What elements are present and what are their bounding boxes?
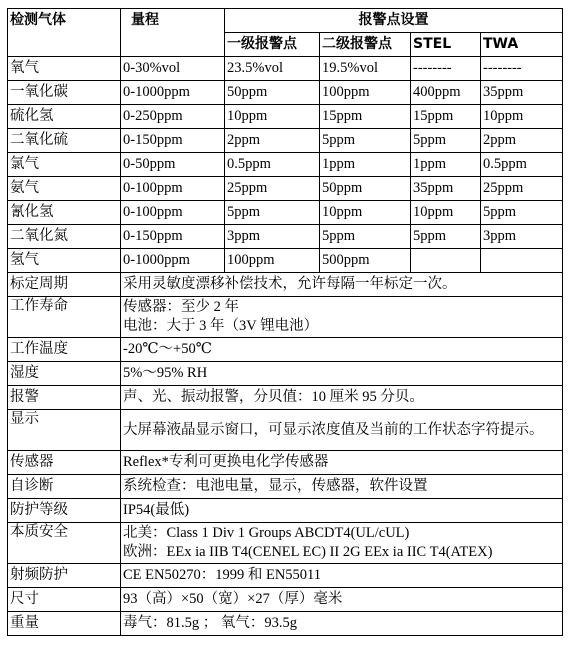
spec-value: CE EN50270：1999 和 EN55011 [121,564,563,588]
gas-high-alarm: 15ppm [320,105,411,129]
header-gas: 检测气体 [8,9,121,57]
table-row [8,201,563,225]
table-row [8,81,563,105]
spec-row-rf [8,564,563,588]
gas-name: 二氧化氮 [8,225,121,249]
gas-stel [411,249,481,273]
table-row [8,57,563,81]
gas-range: 0-250ppm [121,105,225,129]
spec-value: 毒气：81.5g ； 氧气：93.5g [121,612,563,636]
gas-twa [481,249,563,273]
spec-row-temperature [8,338,563,362]
header-range: 量程 [121,9,225,57]
gas-range: 0-150ppm [121,225,225,249]
gas-range: 0-1000ppm [121,81,225,105]
gas-twa: 35ppm [481,81,563,105]
spec-label: 报警 [8,386,121,410]
gas-range: 0-1000ppm [121,249,225,273]
spec-line: 欧洲：EEx ia IIB T4(CENEL EC) II 2G EEx ia IIC T4(ATEX) [123,544,493,560]
gas-low-alarm: 10ppm [225,105,320,129]
gas-name: 氢气 [8,249,121,273]
gas-name: 硫化氢 [8,105,121,129]
gas-low-alarm: 50ppm [225,81,320,105]
spec-row-weight [8,612,563,636]
spec-value [121,523,563,564]
spec-label: 工作寿命 [8,297,121,338]
spec-line: 传感器：至少 2 年 [123,299,239,315]
gas-stel: -------- [411,57,481,81]
spec-value: 采用灵敏度漂移补偿技术，允许每隔一年标定一次。 [121,273,563,297]
spec-value [121,297,563,338]
spec-row-safety [8,523,563,564]
gas-high-alarm: 1ppm [320,153,411,177]
spec-line: 北美：Class 1 Div 1 Groups ABCDT4(UL/cUL) [123,525,410,541]
gas-low-alarm: 2ppm [225,129,320,153]
spec-row-alarm [8,386,563,410]
spec-label: 标定周期 [8,273,121,297]
gas-range: 0-150ppm [121,129,225,153]
gas-range: 0-100ppm [121,201,225,225]
gas-stel: 35ppm [411,177,481,201]
gas-stel: 15ppm [411,105,481,129]
gas-name: 氨气 [8,177,121,201]
spec-row-display [8,410,563,451]
spec-table [7,8,563,636]
gas-twa: 10ppm [481,105,563,129]
spec-value: Reflex*专利可更换电化学传感器 [121,451,563,475]
spec-value: 系统检查：电池电量，显示，传感器，软件设置 [121,475,563,499]
spec-label: 自诊断 [8,475,121,499]
gas-name: 氧气 [8,57,121,81]
gas-high-alarm: 50ppm [320,177,411,201]
gas-stel: 10ppm [411,201,481,225]
spec-label: 射频防护 [8,564,121,588]
table-row [8,153,563,177]
gas-low-alarm: 100ppm [225,249,320,273]
spec-line: 电池：大于 3 年（3V 锂电池） [123,318,319,334]
gas-low-alarm: 5ppm [225,201,320,225]
spec-row-self-test [8,475,563,499]
spec-value: 大屏幕液晶显示窗口，可显示浓度值及当前的工作状态字符提示。 [121,410,563,451]
table-row [8,225,563,249]
spec-row-sensor [8,451,563,475]
spec-row-life [8,297,563,338]
gas-high-alarm: 500ppm [320,249,411,273]
gas-range: 0-30%vol [121,57,225,81]
gas-high-alarm: 100ppm [320,81,411,105]
header-high-alarm: 二级报警点 [320,33,411,57]
table-row [8,129,563,153]
spec-value: 声、光、振动报警，分贝值：10 厘米 95 分贝。 [121,386,563,410]
gas-high-alarm: 10ppm [320,201,411,225]
spec-value: IP54(最低) [121,499,563,523]
gas-name: 一氧化碳 [8,81,121,105]
header-stel: STEL [411,33,481,57]
table-row [8,249,563,273]
gas-low-alarm: 0.5ppm [225,153,320,177]
gas-range: 0-100ppm [121,177,225,201]
gas-high-alarm: 5ppm [320,225,411,249]
spec-label: 湿度 [8,362,121,386]
spec-row-protection [8,499,563,523]
spec-value: -20℃～+50℃ [121,338,563,362]
gas-twa: -------- [481,57,563,81]
header-row [8,9,563,33]
spec-value: 93（高）×50（宽）×27（厚）毫米 [121,588,563,612]
spec-label: 本质安全 [8,523,121,564]
gas-twa: 5ppm [481,201,563,225]
gas-stel: 5ppm [411,129,481,153]
gas-name: 氯气 [8,153,121,177]
table-row [8,177,563,201]
spec-label: 防护等级 [8,499,121,523]
spec-row-calibration [8,273,563,297]
spec-label: 重量 [8,612,121,636]
gas-stel: 5ppm [411,225,481,249]
spec-label: 工作温度 [8,338,121,362]
gas-name: 二氧化硫 [8,129,121,153]
table-row [8,105,563,129]
gas-stel: 1ppm [411,153,481,177]
spec-row-humidity [8,362,563,386]
gas-low-alarm: 25ppm [225,177,320,201]
gas-low-alarm: 23.5%vol [225,57,320,81]
gas-range: 0-50ppm [121,153,225,177]
gas-high-alarm: 19.5%vol [320,57,411,81]
spec-label: 传感器 [8,451,121,475]
spec-label: 尺寸 [8,588,121,612]
spec-label: 显示 [8,410,121,451]
gas-twa: 0.5ppm [481,153,563,177]
gas-twa: 2ppm [481,129,563,153]
spec-row-size [8,588,563,612]
header-twa: TWA [481,33,563,57]
spec-value: 5%～95% RH [121,362,563,386]
gas-twa: 25ppm [481,177,563,201]
header-alarm-settings: 报警点设置 [225,9,563,33]
gas-high-alarm: 5ppm [320,129,411,153]
gas-stel: 400ppm [411,81,481,105]
gas-name: 氰化氢 [8,201,121,225]
gas-twa: 3ppm [481,225,563,249]
header-low-alarm: 一级报警点 [225,33,320,57]
gas-low-alarm: 3ppm [225,225,320,249]
